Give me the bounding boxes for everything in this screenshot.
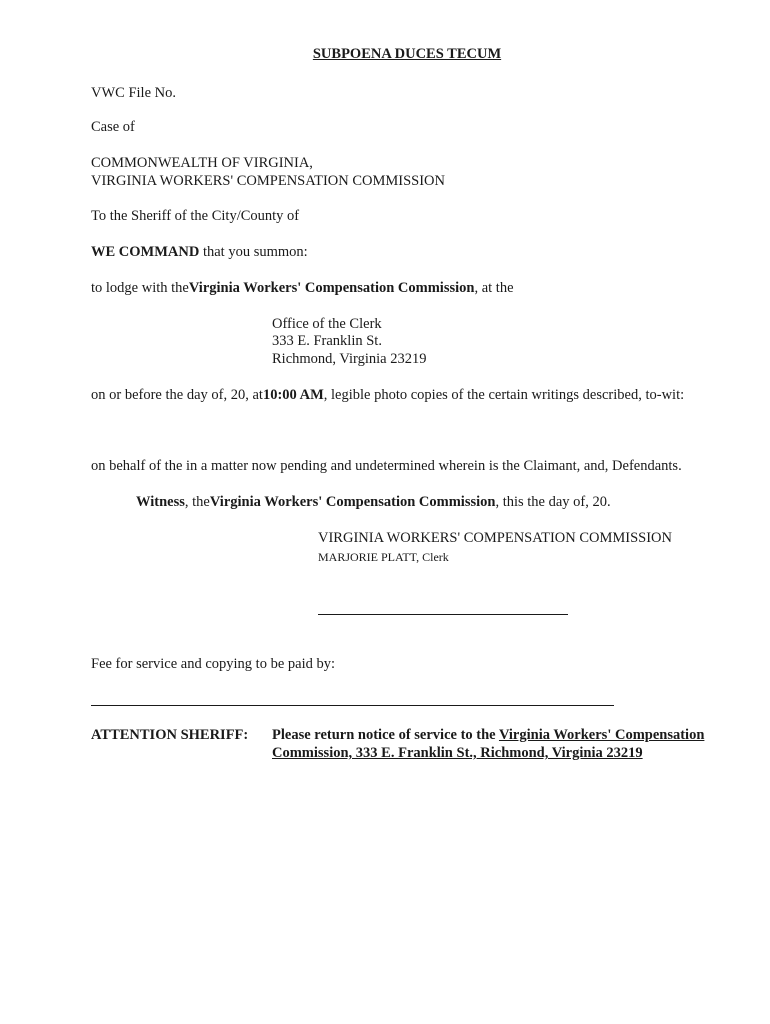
fee-payer-line <box>91 705 614 706</box>
sheriff-line: To the Sheriff of the City/County of <box>91 208 300 224</box>
attention-text-line-1 <box>272 726 704 744</box>
witness-commission-name: Virginia Workers' Compensation Commission <box>209 494 496 510</box>
behalf-line: on behalf of the in a matter now pending and undetermined wherein is the Claimant, and, Defendants. <box>91 458 682 474</box>
address-line-3: Richmond, Virginia 23219 <box>272 351 427 367</box>
file-number-label: VWC File No. <box>91 85 176 101</box>
address-line-2: 333 E. Franklin St. <box>272 333 382 349</box>
we-command-text: WE COMMAND <box>91 244 200 260</box>
commission-name: Virginia Workers' Compensation Commission <box>188 280 475 296</box>
signature-org: VIRGINIA WORKERS' COMPENSATION COMMISSION <box>318 530 673 546</box>
attention-text: Please return notice of service to the <box>272 727 499 743</box>
signature-clerk: MARJORIE PLATT, Clerk <box>318 550 449 564</box>
commonwealth-heading: COMMONWEALTH OF VIRGINIA, <box>91 155 313 171</box>
deadline-time: 10:00 AM <box>262 387 324 403</box>
address-line-1: Office of the Clerk <box>272 316 382 332</box>
attention-link: Virginia Workers' Compensation <box>498 727 705 743</box>
attention-label: ATTENTION SHERIFF: <box>91 727 249 743</box>
case-label: Case of <box>91 119 135 135</box>
witness-suffix: , this the day of, 20. <box>495 494 611 510</box>
lodge-suffix: , at the <box>474 280 514 296</box>
signature-line <box>318 614 568 615</box>
command-line <box>91 243 308 261</box>
witness-line <box>136 493 611 511</box>
summon-text: that you summon: <box>199 244 308 260</box>
witness-mid: , the <box>184 494 210 510</box>
deadline-suffix: , legible photo copies of the certain writings described, to-wit: <box>323 387 685 403</box>
lodge-line <box>91 279 514 297</box>
attention-text-line-2: Commission, 333 E. Franklin St., Richmond, Virginia 23219 <box>272 745 643 761</box>
lodge-prefix: to lodge with the <box>91 280 189 296</box>
commission-heading: VIRGINIA WORKERS' COMPENSATION COMMISSION <box>91 173 446 189</box>
deadline-prefix: on or before the day of, 20, at <box>91 387 263 403</box>
fee-line: Fee for service and copying to be paid by: <box>91 656 336 672</box>
deadline-line <box>91 386 684 404</box>
document-title: SUBPOENA DUCES TECUM <box>312 46 502 62</box>
witness-word: Witness <box>136 494 185 510</box>
